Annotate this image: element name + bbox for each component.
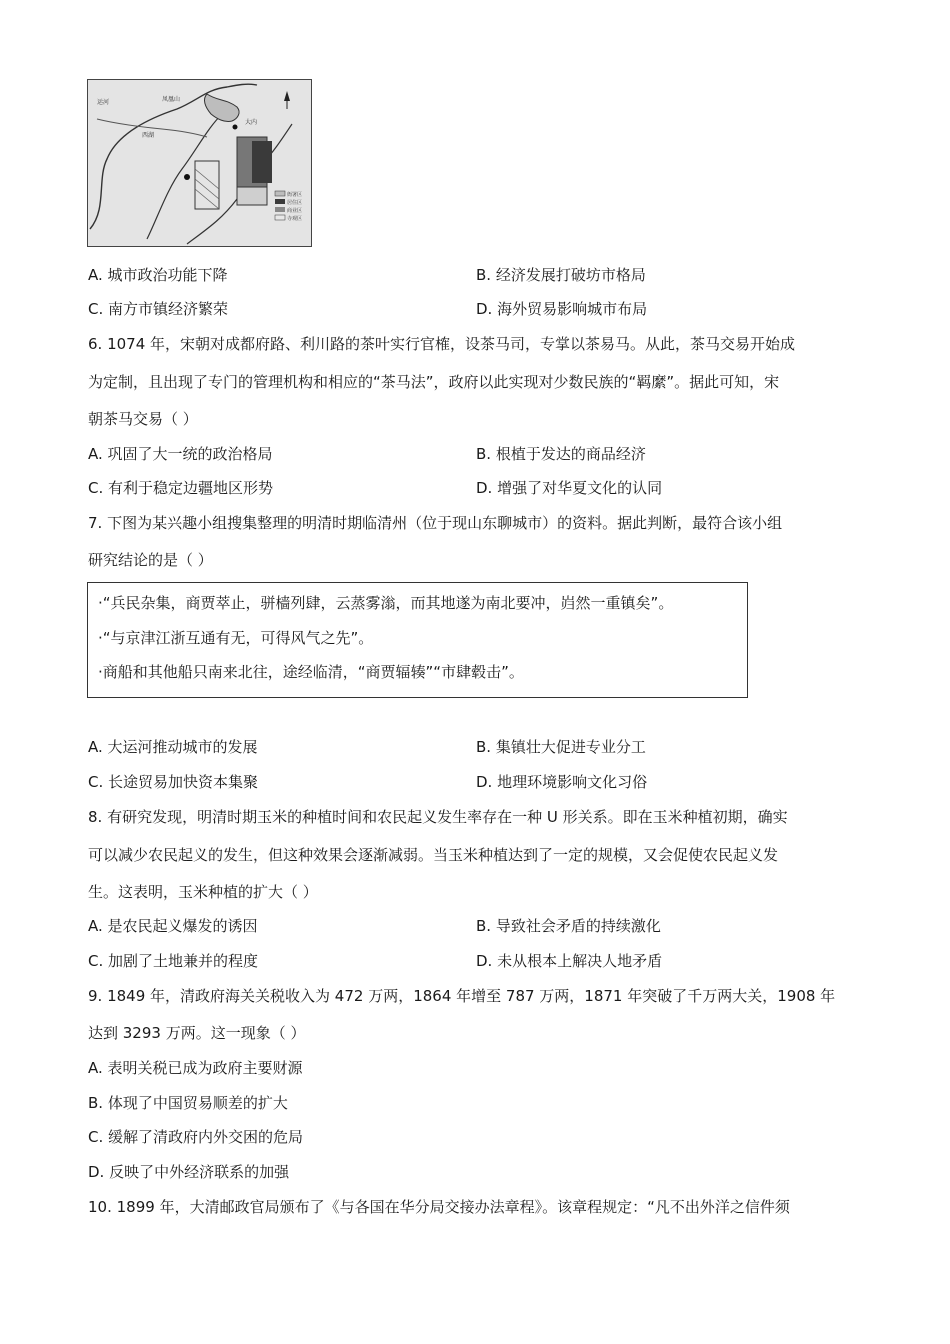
q6-option-a[interactable]: A. 巩固了大一统的政治格局 [88, 445, 273, 463]
q8-stem-line: 可以减少农民起义的发生，但这种效果会逐渐减弱。当玉米种植达到了一定的规模，又会促使农民起义发 [88, 846, 779, 864]
q9-stem-line: 9. 1849 年，清政府海关关税收入为 472 万两，1864 年增至 787 万两，1871 年突破了千万两大关，1908 年 [88, 987, 836, 1005]
q6-stem-line: 朝茶马交易（ ） [88, 410, 198, 428]
source-quote: ·商船和其他船只南来北往，途经临清，“商贾辐辏”“市肆毂击”。 [98, 663, 524, 681]
q5-option-a[interactable]: A. 城市政治功能下降 [88, 266, 228, 284]
q8-stem-line: 生。这表明，玉米种植的扩大（ ） [88, 883, 318, 901]
map-label: 运河 [97, 99, 110, 106]
q7-stem-line: 研究结论的是（ ） [88, 551, 213, 569]
q8-option-c[interactable]: C. 加剧了土地兼并的程度 [88, 952, 259, 970]
q9-option-d[interactable]: D. 反映了中外经济联系的加强 [88, 1163, 290, 1181]
q8-option-d[interactable]: D. 未从根本上解决人地矛盾 [476, 952, 663, 970]
source-quote: ·“兵民杂集，商贾萃止，骈樯列肆，云蒸雾滃，而其地遂为南北要冲，岿然一重镇矣”。 [98, 594, 674, 612]
q8-option-a[interactable]: A. 是农民起义爆发的诱因 [88, 917, 258, 935]
q5-option-b[interactable]: B. 经济发展打破坊市格局 [476, 266, 646, 284]
q7-stem-line: 7. 下图为某兴趣小组搜集整理的明清时期临清州（位于现山东聊城市）的资料。据此判断，最符合该小组 [88, 514, 783, 532]
q6-stem-line: 6. 1074 年，宋朝对成都府路、利川路的茶叶实行官榷，设茶马司，专掌以茶易马。从此，茶马交易开始成 [88, 335, 796, 353]
historical-city-map [87, 79, 312, 247]
q7-option-a[interactable]: A. 大运河推动城市的发展 [88, 738, 258, 756]
q5-option-d[interactable]: D. 海外贸易影响城市布局 [476, 300, 648, 318]
map-label: 凤凰山 [162, 96, 181, 103]
q7-source-box [87, 582, 748, 698]
legend-label: 商业区 [287, 208, 303, 214]
q8-stem-line: 8. 有研究发现，明清时期玉米的种植时间和农民起义发生率存在一种 U 形关系。即在玉米种植初期，确实 [88, 808, 788, 826]
source-quote: ·“与京津江浙互通有无，可得风气之先”。 [98, 629, 374, 647]
legend-label: 寺观区 [287, 216, 303, 222]
legend-label: 居住区 [287, 200, 303, 206]
q7-option-c[interactable]: C. 长途贸易加快资本集聚 [88, 773, 259, 791]
map-label: 西湖 [142, 132, 155, 139]
q6-option-b[interactable]: B. 根植于发达的商品经济 [476, 445, 646, 463]
q9-option-a[interactable]: A. 表明关税已成为政府主要财源 [88, 1059, 303, 1077]
q9-option-c[interactable]: C. 缓解了清政府内外交困的危局 [88, 1128, 304, 1146]
legend-label: 衙署区 [287, 192, 303, 198]
q5-option-c[interactable]: C. 南方市镇经济繁荣 [88, 300, 229, 318]
q7-option-d[interactable]: D. 地理环境影响文化习俗 [476, 773, 648, 791]
q7-option-b[interactable]: B. 集镇壮大促进专业分工 [476, 738, 646, 756]
q10-stem-line: 10. 1899 年，大清邮政官局颁布了《与各国在华分局交接办法章程》。该章程规定：“凡不出外洋之信件须 [88, 1198, 790, 1216]
q8-option-b[interactable]: B. 导致社会矛盾的持续激化 [476, 917, 661, 935]
q6-option-d[interactable]: D. 增强了对华夏文化的认同 [476, 479, 663, 497]
q6-option-c[interactable]: C. 有利于稳定边疆地区形势 [88, 479, 274, 497]
map-label: 大内 [245, 119, 258, 126]
q9-stem-line: 达到 3293 万两。这一现象（ ） [88, 1024, 306, 1042]
q9-option-b[interactable]: B. 体现了中国贸易顺差的扩大 [88, 1094, 288, 1112]
q6-stem-line: 为定制，且出现了专门的管理机构和相应的“茶马法”，政府以此实现对少数民族的“羁縻”。据此可知，宋 [88, 373, 780, 391]
